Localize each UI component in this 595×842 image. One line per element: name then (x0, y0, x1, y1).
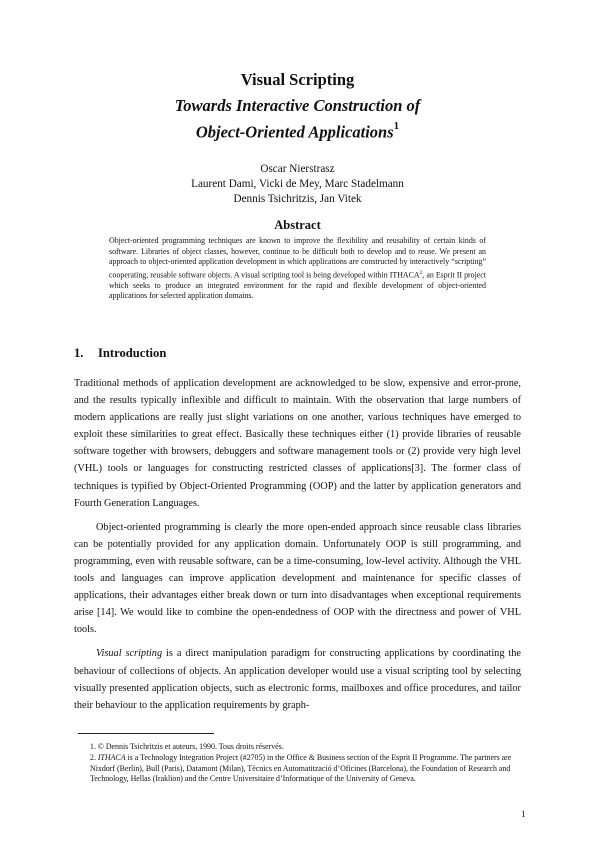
paper-subtitle-line2 (0, 122, 595, 143)
abstract-text-part: , an Esprit II project which seeks to produce an integrated environment for the rapid and flexible development of object-oriented applications for selected application domains. (109, 270, 486, 301)
abstract-body (109, 236, 486, 302)
abstract-text-part: Object-oriented programming techniques are known to improve the flexibility and reusability of certain kinds of software. Libraries of object classes, however, continue to be difficult both to develop and to reuse. We present an approach to object-oriented application development in which applications are constructed by interactively “scripting” cooperating, reusable software objects. A visual scripting tool is being developed within ITHACA (109, 236, 486, 280)
footnote-emphasis: ITHACA (97, 753, 126, 763)
paper-title: Visual Scripting (240, 70, 355, 89)
paragraph: Traditional methods of application development are acknowledged to be slow, expensive and error-prone, and the results typically inflexible and difficult to maintain. With the observation that large numbers of modern applications are really just slight variations on one another, various techniques have emerged to exploit these similarities to great effect. Basically these techniques either (1) provide libraries of reusable software together with browsers, debuggers and software management tools or (2) provide very high level (VHL) tools or languages for constructing restricted classes of applications[3]. The former class of techniques is typified by Object-Oriented Programming (OOP) and the latter by application generators and Fourth Generation Languages. (74, 378, 521, 509)
section-title: Introduction (98, 346, 167, 360)
paragraph (74, 645, 521, 713)
footnote-number: 2. (90, 753, 98, 763)
footnote-2 (90, 753, 515, 784)
section-heading (74, 346, 166, 361)
footnote-text: is a Technology Integration Project (#2705) in the Office & Business section of the Esprit II Programme. The partners are Nixdorf (Berlin), Bull (Paris), Datamont (Milan), Tècnics en Automatització d’Oficines (Barcelona), the Foundation of Research and Technology, Hellas (Iraklion) and the Centre Universitaire d’Informatique of the University of Geneva. (90, 753, 512, 784)
emphasis-term: Visual scripting (96, 648, 163, 660)
abstract-heading: Abstract (274, 218, 321, 232)
subtitle-text: Object-Oriented Applications (195, 122, 394, 142)
body-text (74, 375, 521, 721)
author-list (0, 162, 595, 207)
author-line: Dennis Tsichritzis, Jan Vitek (233, 193, 362, 205)
footnote-divider (78, 733, 214, 734)
abstract-footnote-mark: 2 (419, 269, 423, 276)
abstract-text (109, 236, 486, 302)
paragraph: Object-oriented programming is clearly the more open-ended approach since reusable class libraries can be potentially provided for any application domain. Unfortunately OOP is still programming, and programming, even with reusable software, can be a time-consuming, low-level activity. Although the VHL tools and languages can improve application development and maintenance for specific classes of applications, their advantages either break down or turn into disadvantages when exceptional requirements arise [14]. We would like to combine the open-endedness of OOP with the directness and power of VHL tools. (74, 521, 521, 636)
section-number: 1. (74, 346, 84, 360)
footnote-1: 1. © Dennis Tsichritzis et auteurs, 1990. Tous droits réservés. (90, 742, 284, 751)
author-line: Laurent Dami, Vicki de Mey, Marc Stadelmann (191, 178, 404, 190)
author-line: Oscar Nierstrasz (260, 163, 335, 175)
paper-subtitle-line1: Towards Interactive Construction of (174, 96, 421, 115)
title-footnote-mark: 1 (393, 120, 400, 132)
paragraph-text: is a direct manipulation paradigm for constructing applications by coordinating the behaviour of collections of objects. An application developer would use a visual scripting tool by selecting visually presented application objects, such as electronic forms, mailboxes and office procedures, and tailor their behaviour to the application requirements by graph- (74, 648, 521, 711)
page-number: 1 (521, 809, 526, 819)
footnotes (90, 742, 515, 786)
